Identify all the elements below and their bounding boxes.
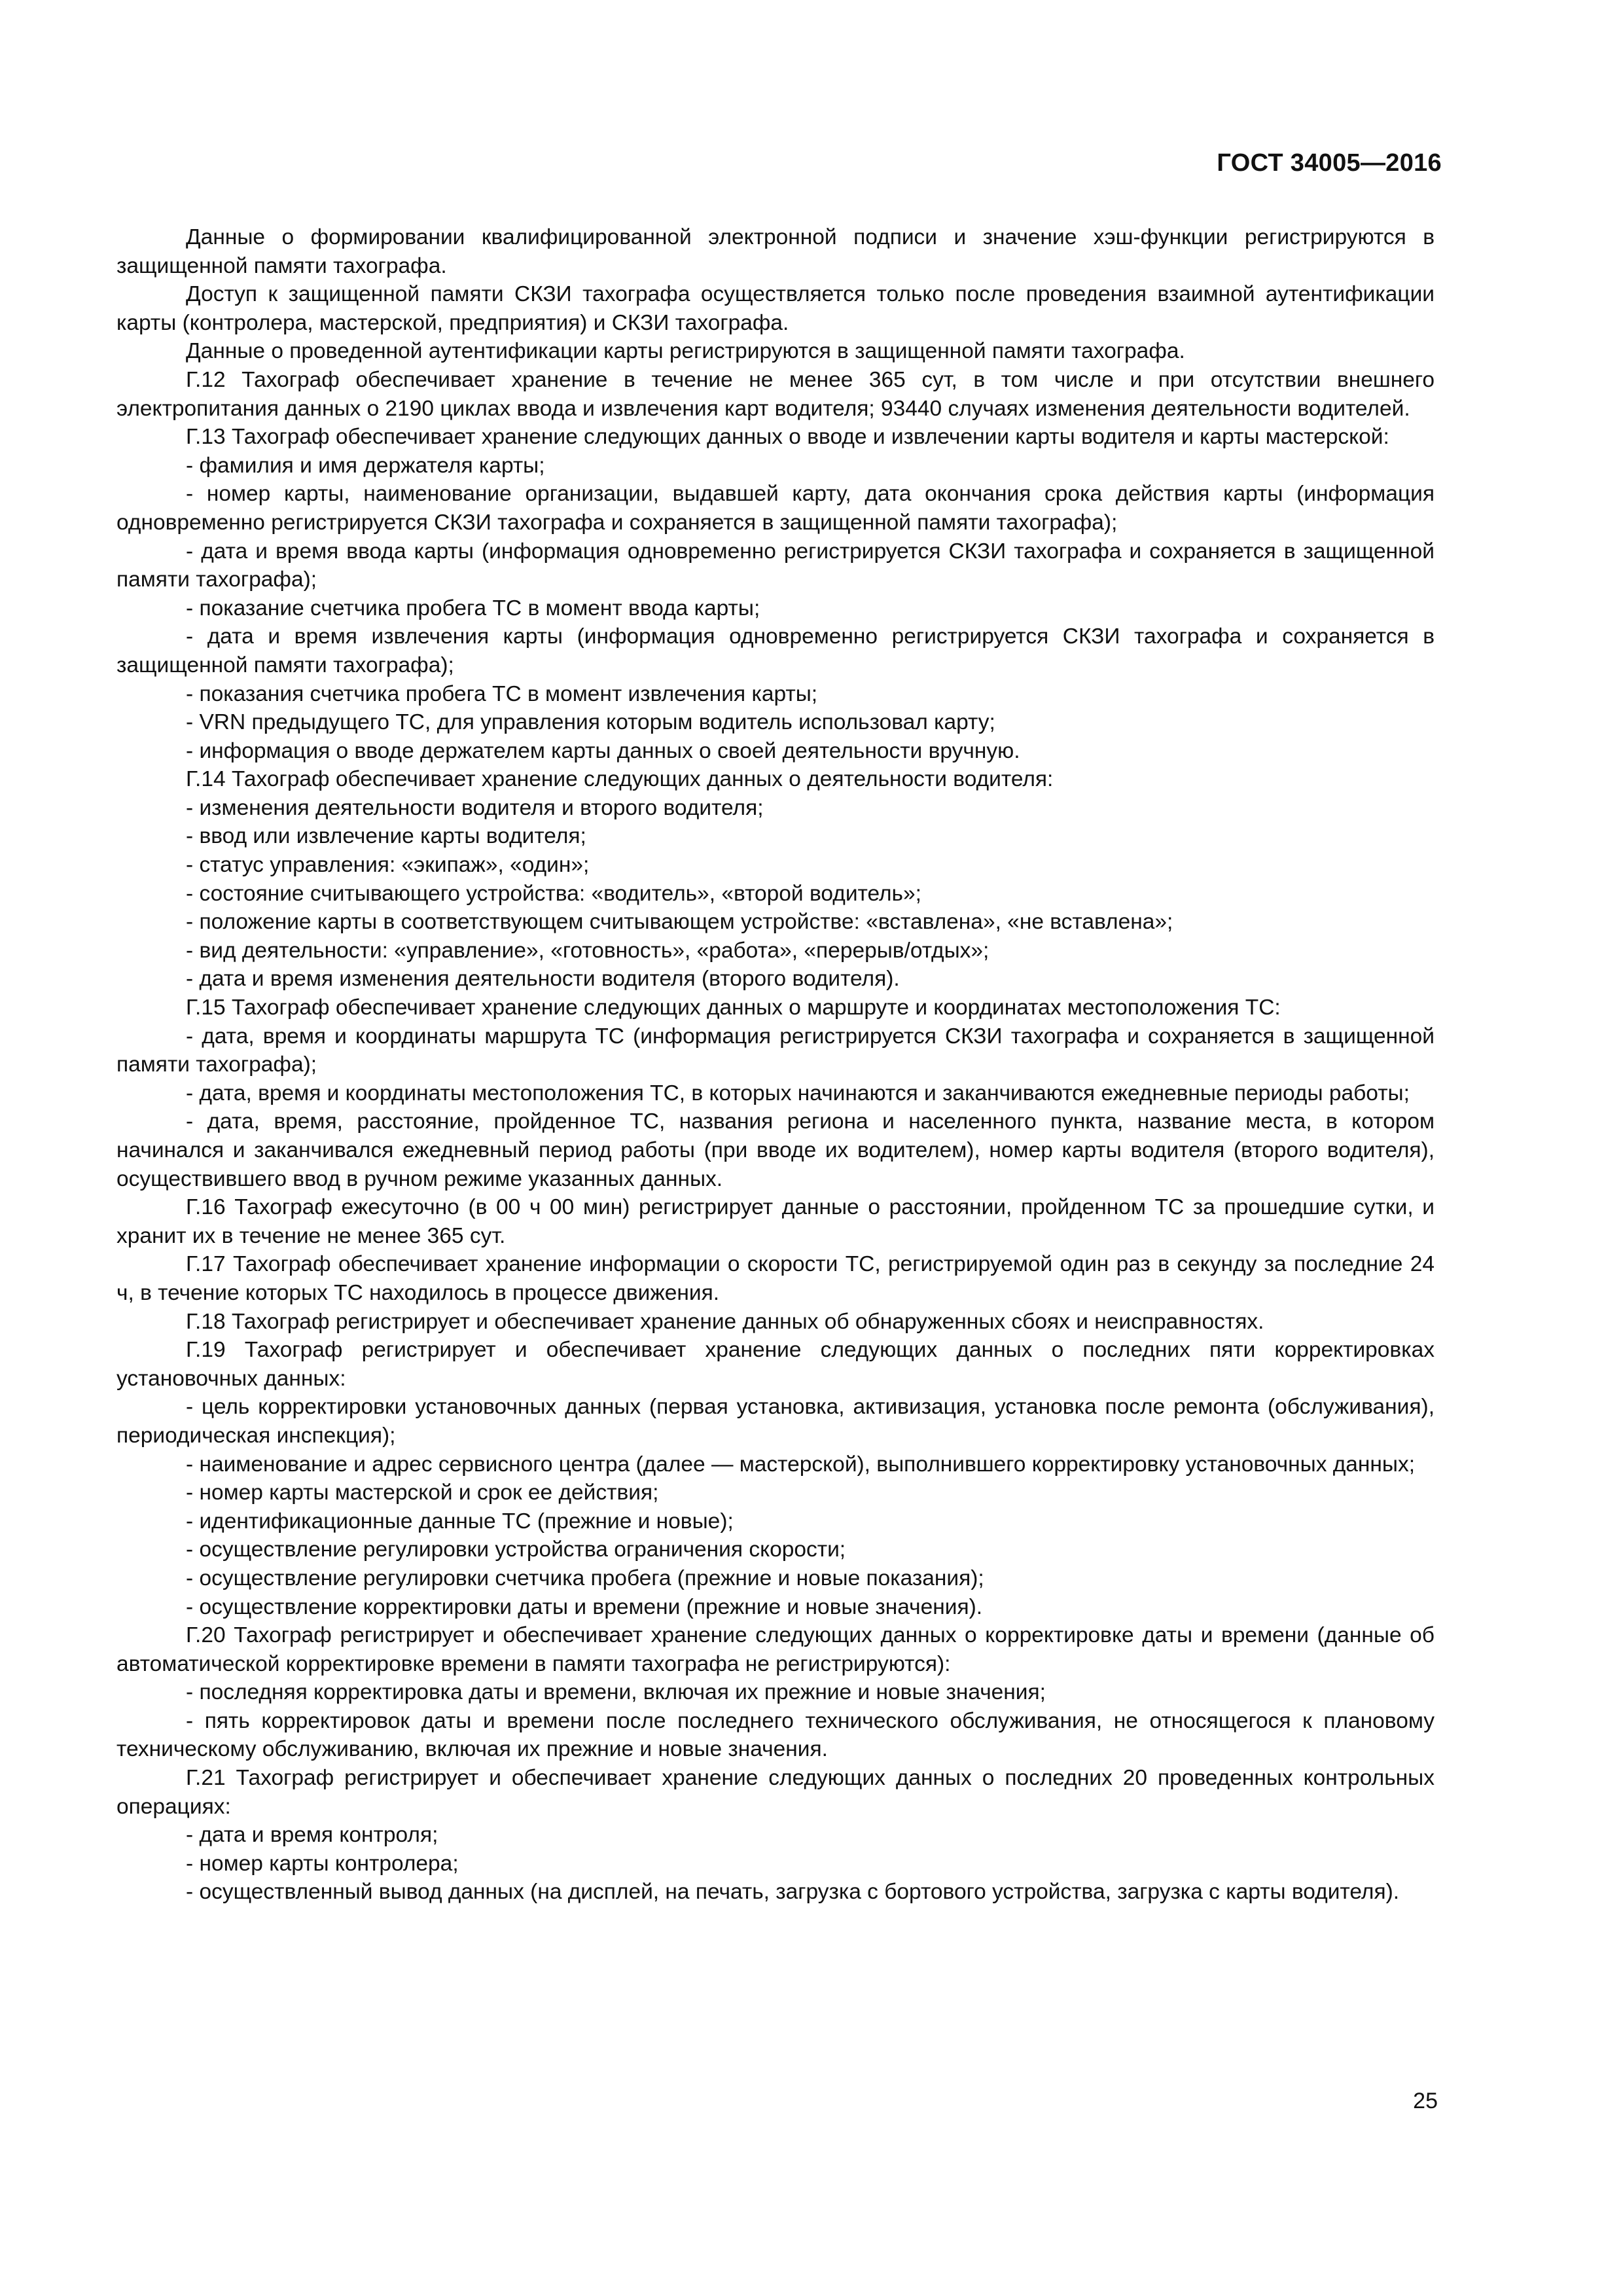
paragraph: - информация о вводе держателем карты данных о своей деятельности вручную.: [186, 738, 1020, 763]
paragraph: - дата и время ввода карты (информация одновременно регистрируется СКЗИ тахографа и сохраняется в защищенной памяти тахографа);: [116, 539, 1435, 592]
paragraph: - дата и время извлечения карты (информация одновременно регистрируется СКЗИ тахографа и сохраняется в защищенной памяти тахографа);: [116, 624, 1435, 677]
paragraph: - осуществленный вывод данных (на дисплей, на печать, загрузка с бортового устройства, загрузка с карты водителя).: [186, 1880, 1400, 1905]
paragraph: - последняя корректировка даты и времени, включая их прежние и новые значения;: [186, 1680, 1046, 1705]
paragraph: Г.17 Тахограф обеспечивает хранение информации о скорости ТС, регистрируемой один раз в секунду за последние 24 ч, в течение которых ТС находилось в процессе движения.: [116, 1252, 1435, 1305]
paragraph: - дата, время и координаты маршрута ТС (информация регистрируется СКЗИ тахографа и сохраняется в защищенной памяти тахографа);: [116, 1024, 1435, 1077]
paragraph: - фамилия и имя держателя карты;: [186, 453, 545, 478]
paragraph: - номер карты мастерской и срок ее действия;: [186, 1480, 659, 1505]
paragraph: - VRN предыдущего ТС, для управления которым водитель использовал карту;: [186, 710, 995, 735]
paragraph: Г.13 Тахограф обеспечивает хранение следующих данных о вводе и извлечении карты водителя и карты мастерской:: [186, 425, 1389, 450]
paragraph: - показание счетчика пробега ТС в момент ввода карты;: [186, 596, 760, 620]
document-body: [116, 223, 1435, 1907]
paragraph: Г.12 Тахограф обеспечивает хранение в течение не менее 365 сут, в том числе и при отсутствии внешнего электропитания данных о 2190 циклах ввода и извлечения карт водителя; 93440 случаях изменения деятельности водителей.: [116, 367, 1435, 421]
page-number: 25: [1413, 2089, 1438, 2113]
paragraph: Г.20 Тахограф регистрирует и обеспечивает хранение следующих данных о корректировке даты и времени (данные об автоматической корректировке времени в памяти тахографа не регистрируются):: [116, 1623, 1435, 1676]
paragraph: Данные о формировании квалифицированной электронной подписи и значение хэш-функции регистрируются в защищенной памяти тахографа.: [116, 225, 1435, 278]
paragraph: - состояние считывающего устройства: «водитель», «второй водитель»;: [186, 881, 921, 906]
paragraph: - идентификационные данные ТС (прежние и новые);: [186, 1509, 734, 1534]
paragraph: - показания счетчика пробега ТС в момент извлечения карты;: [186, 681, 818, 706]
paragraph: Г.16 Тахограф ежесуточно (в 00 ч 00 мин) регистрирует данные о расстоянии, пройденном ТС за прошедшие сутки, и хранит их в течение не менее 365 сут.: [116, 1195, 1435, 1248]
paragraph: - дата, время и координаты местоположения ТС, в которых начинаются и заканчиваются ежедневные периоды работы;: [186, 1081, 1410, 1105]
paragraph: Данные о проведенной аутентификации карты регистрируются в защищенной памяти тахографа.: [186, 339, 1185, 364]
paragraph: Г.21 Тахограф регистрирует и обеспечивает хранение следующих данных о последних 20 проведенных контрольных операциях:: [116, 1766, 1435, 1819]
paragraph: - осуществление регулировки счетчика пробега (прежние и новые показания);: [186, 1566, 984, 1590]
paragraph: - пять корректировок даты и времени после последнего технического обслуживания, не относящегося к плановому техническому обслуживанию, включая их прежние и новые значения.: [116, 1708, 1435, 1762]
paragraph: - дата и время изменения деятельности водителя (второго водителя).: [186, 967, 900, 992]
paragraph: Г.19 Тахограф регистрирует и обеспечивает хранение следующих данных о последних пяти корректировках установочных данных:: [116, 1338, 1435, 1391]
paragraph: - наименование и адрес сервисного центра (далее — мастерской), выполнившего корректировку установочных данных;: [186, 1452, 1416, 1477]
paragraph: - изменения деятельности водителя и второго водителя;: [186, 795, 764, 820]
paragraph: Г.18 Тахограф регистрирует и обеспечивает хранение данных об обнаруженных сбоях и неисправностях.: [186, 1309, 1264, 1334]
paragraph: - дата и время контроля;: [186, 1823, 438, 1848]
paragraph: - положение карты в соответствующем считывающем устройстве: «вставлена», «не вставлена»;: [186, 910, 1173, 935]
paragraph: Доступ к защищенной памяти СКЗИ тахографа осуществляется только после проведения взаимной аутентификации карты (контролера, мастерской, предприятия) и СКЗИ тахографа.: [116, 282, 1435, 335]
paragraph: - осуществление корректировки даты и времени (прежние и новые значения).: [186, 1594, 983, 1619]
standard-header: ГОСТ 34005—2016: [1217, 149, 1442, 177]
paragraph: - номер карты контролера;: [186, 1851, 459, 1876]
paragraph: - номер карты, наименование организации, выдавшей карту, дата окончания срока действия карты (информация одновременно регистрируется СКЗИ тахографа и сохраняется в защищенной памяти тахографа);: [116, 482, 1435, 535]
paragraph: Г.14 Тахограф обеспечивает хранение следующих данных о деятельности водителя:: [186, 767, 1054, 792]
paragraph: - вид деятельности: «управление», «готовность», «работа», «перерыв/отдых»;: [186, 938, 990, 963]
paragraph: - статус управления: «экипаж», «один»;: [186, 853, 590, 878]
paragraph: - осуществление регулировки устройства ограничения скорости;: [186, 1537, 846, 1562]
paragraph: Г.15 Тахограф обеспечивает хранение следующих данных о маршруте и координатах местоположения ТС:: [186, 996, 1281, 1020]
paragraph: - ввод или извлечение карты водителя;: [186, 824, 586, 849]
paragraph: - дата, время, расстояние, пройденное ТС, названия региона и населенного пункта, название места, в котором начинался и заканчивался ежедневный период работы (при вводе их водителем), номер карты водителя (второго водителя), осуществившего ввод в ручном режиме указанных данных.: [116, 1109, 1435, 1191]
paragraph: - цель корректировки установочных данных (первая установка, активизация, установка после ремонта (обслуживания), периодическая инспекция);: [116, 1395, 1435, 1448]
